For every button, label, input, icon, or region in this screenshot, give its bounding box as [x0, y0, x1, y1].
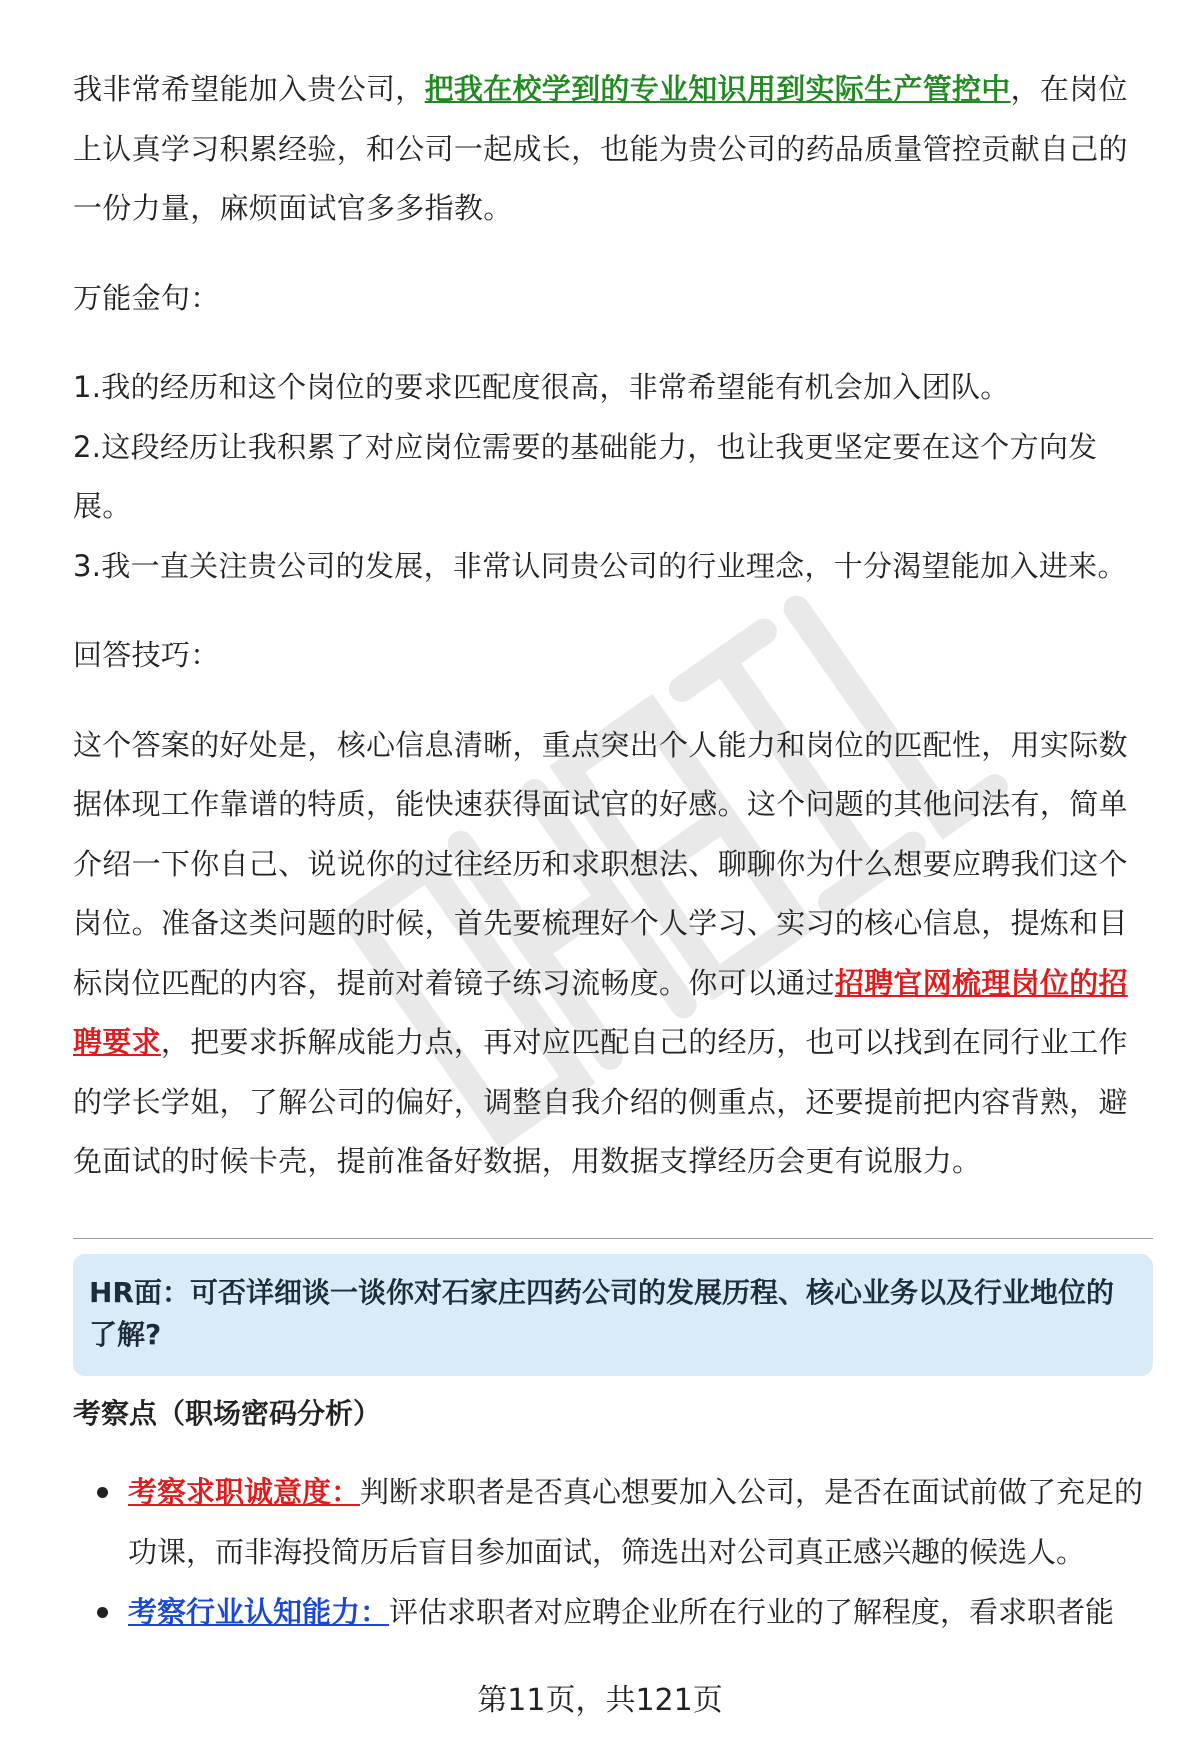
- intro-highlight: 把我在校学到的专业知识用到实际生产管控中: [424, 72, 1011, 106]
- bullet-item: [73, 1582, 1153, 1642]
- question-text: HR面：可否详细谈一谈你对石家庄四药公司的发展历程、核心业务以及行业地位的了解?: [89, 1276, 1114, 1351]
- golden-line-2: 2.这段经历让我积累了对应岗位需要的基础能力，也让我更坚定要在这个方向发展。: [73, 429, 1098, 523]
- golden-line-3: 3.我一直关注贵公司的发展，非常认同贵公司的行业理念，十分渴望能加入进来。: [73, 548, 1127, 583]
- tips-text-1: 这个答案的好处是，核心信息清晰，重点突出个人能力和岗位的匹配性，用实际数据体现工作靠谱的特质，能快速获得面试官的好感。这个问题的其他问法有，简单介绍一下你自己、说说你的过往经历和求职想法、聊聊你为什么想要应聘我们这个岗位。准备这类问题的时候，首先要梳理好个人学习、实习的核心信息，提炼和目标岗位匹配的内容，提前对着镜子练习流畅度。你可以通过: [73, 727, 1128, 1000]
- bullet-dot-icon: [97, 1607, 108, 1618]
- intro-paragraph: [73, 60, 1153, 239]
- bullet-list: [73, 1462, 1153, 1642]
- page-content: [73, 60, 1153, 1192]
- bullet-text: 评估求职者对应聘企业所在行业的了解程度，看求职者能: [389, 1595, 1115, 1629]
- intro-text-1: 我非常希望能加入贵公司，: [73, 72, 425, 106]
- bullet-item: [73, 1462, 1153, 1582]
- intro-text-2: ，在岗位上认真学习积累经验，和公司一起成长，也能为贵公司的药品质量管控贡献自己的一份力量，麻烦面试官多多指教。: [73, 72, 1128, 225]
- tips-title: 回答技巧：: [73, 638, 220, 672]
- section-divider: [73, 1238, 1153, 1239]
- bullet-label: 考察行业认知能力：: [128, 1595, 390, 1629]
- bullet-dot-icon: [97, 1487, 108, 1498]
- section-title: 考察点（职场密码分析）: [73, 1397, 382, 1430]
- bullet-text: 判断求职者是否真心想要加入公司，是否在面试前做了充足的功课，而非海投简历后盲目参加面试，筛选出对公司真正感兴趣的候选人。: [128, 1475, 1144, 1569]
- golden-title: 万能金句：: [73, 280, 220, 315]
- tips-text-2: ，把要求拆解成能力点，再对应匹配自己的经历，也可以找到在同行业工作的学长学姐，了解公司的偏好，调整自我介绍的侧重点，还要提前把内容背熟，避免面试的时候卡壳，提前准备好数据，用数据支撑经历会更有说服力。: [73, 1025, 1128, 1178]
- question-box: [73, 1254, 1153, 1376]
- bullet-label: 考察求职诚意度：: [128, 1475, 361, 1509]
- tips-paragraph: [73, 716, 1153, 1192]
- golden-line-1: 1.我的经历和这个岗位的要求匹配度很高，非常希望能有机会加入团队。: [73, 370, 1010, 404]
- tips-highlight: 招聘官网梳理岗位的招聘要求: [73, 965, 1128, 1059]
- page-footer: 第11页，共121页: [477, 1683, 723, 1718]
